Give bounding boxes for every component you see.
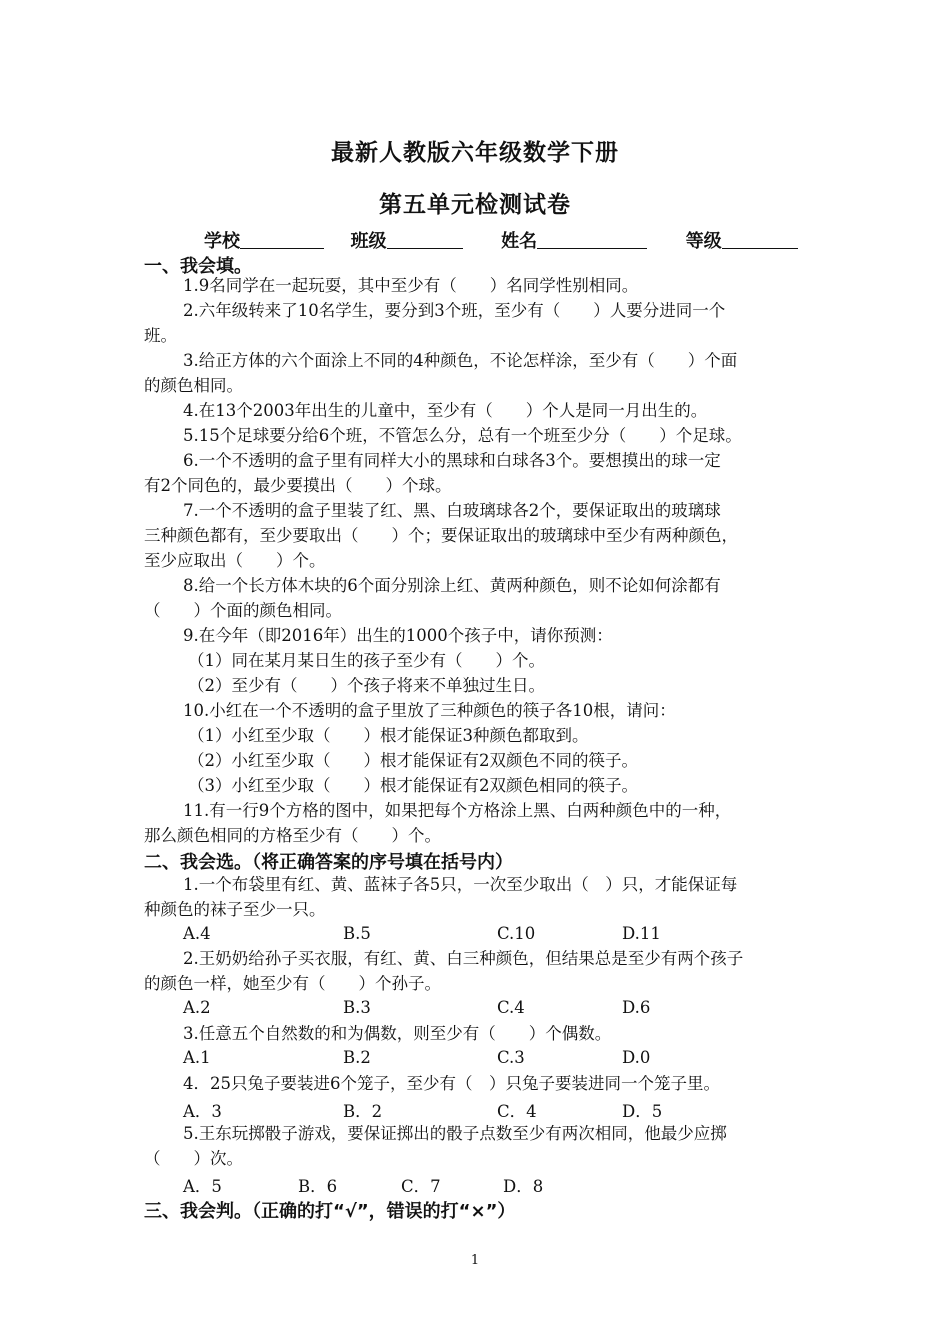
option-d: D.11 [622, 924, 661, 943]
page-number: 1 [470, 1253, 480, 1268]
option-d: D．5 [622, 1102, 663, 1121]
option-b: B.5 [343, 924, 371, 943]
question-line: （2）小红至少取（ ）根才能保证有2双颜色不同的筷子。 [188, 751, 638, 770]
option-a: A．5 [183, 1177, 222, 1196]
section-2-heading: 二、我会选。（将正确答案的序号填在括号内） [144, 852, 513, 873]
question-line: 5.15个足球要分给6个班，不管怎么分，总有一个班至少分（ ）个足球。 [183, 426, 742, 445]
question-line: 2.六年级转来了10名学生，要分到3个班，至少有（ ）人要分进同一个 [183, 301, 726, 320]
question-line: （ ）个面的颜色相同。 [144, 601, 342, 620]
option-a: A．3 [183, 1102, 222, 1121]
question-line: 5.王东玩掷骰子游戏，要保证掷出的骰子点数至少有两次相同，他最少应掷 [183, 1124, 727, 1143]
question-line: 至少应取出（ ）个。 [144, 551, 326, 570]
question-line: 6.一个不透明的盒子里有同样大小的黑球和白球各3个。要想摸出的球一定 [183, 451, 721, 470]
school-label: 学校 [204, 231, 240, 252]
section-3-heading: 三、我会判。（正确的打“√”，错误的打“×”） [144, 1201, 516, 1222]
question-line: 班。 [144, 326, 177, 345]
option-d: D.6 [622, 998, 651, 1017]
question-line: 种颜色的袜子至少一只。 [144, 900, 326, 919]
document-subtitle: 第五单元检测试卷 [379, 191, 571, 218]
option-a: A.1 [183, 1048, 211, 1067]
question-line: 1.9名同学在一起玩耍，其中至少有（ ）名同学性别相同。 [183, 276, 639, 295]
grade-blank [722, 230, 798, 249]
option-c: C．7 [401, 1177, 441, 1196]
question-line: 有2个同色的，最少要摸出（ ）个球。 [144, 476, 452, 495]
student-info-row [204, 227, 798, 253]
question-line: 的颜色相同。 [144, 376, 243, 395]
option-c: C.4 [497, 998, 525, 1017]
question-line: 3.任意五个自然数的和为偶数，则至少有（ ）个偶数。 [183, 1024, 612, 1043]
option-a: A.2 [183, 998, 211, 1017]
school-blank [240, 230, 324, 249]
option-b: B.2 [343, 1048, 371, 1067]
option-c: C.10 [497, 924, 536, 943]
section-1-heading: 一、我会填。 [144, 256, 252, 277]
grade-label: 等级 [685, 231, 722, 252]
question-line: 那么颜色相同的方格至少有（ ）个。 [144, 826, 441, 845]
class-label: 班级 [350, 231, 387, 252]
question-line: 7.一个不透明的盒子里装了红、黑、白玻璃球各2个，要保证取出的玻璃球 [183, 501, 721, 520]
question-line: （1）小红至少取（ ）根才能保证3种颜色都取到。 [188, 726, 589, 745]
question-line: 4.在13个2003年出生的儿童中，至少有（ ）个人是同一月出生的。 [183, 401, 708, 420]
name-blank [537, 230, 647, 249]
option-b: B．6 [298, 1177, 338, 1196]
question-line: 的颜色一样，她至少有（ ）个孙子。 [144, 974, 441, 993]
question-line: 3.给正方体的六个面涂上不同的4种颜色，不论怎样涂，至少有（ ）个面 [183, 351, 738, 370]
question-line: 9.在今年（即2016年）出生的1000个孩子中，请你预测： [183, 626, 613, 645]
option-c: C．4 [497, 1102, 537, 1121]
question-line: （ ）次。 [144, 1149, 243, 1168]
question-line: 1.一个布袋里有红、黄、蓝袜子各5只，一次至少取出（ ）只，才能保证每 [183, 875, 738, 894]
class-blank [387, 230, 463, 249]
question-line: 2.王奶奶给孙子买衣服，有红、黄、白三种颜色，但结果总是至少有两个孩子 [183, 949, 744, 968]
question-line: 8.给一个长方体木块的6个面分别涂上红、黄两种颜色，则不论如何涂都有 [183, 576, 721, 595]
question-line: 三种颜色都有，至少要取出（ ）个；要保证取出的玻璃球中至少有两种颜色， [144, 526, 738, 545]
option-d: D.0 [622, 1048, 651, 1067]
name-label: 姓名 [501, 231, 538, 252]
question-line: 11.有一行9个方格的图中，如果把每个方格涂上黑、白两种颜色中的一种， [183, 801, 732, 820]
option-c: C.3 [497, 1048, 525, 1067]
question-line: （3）小红至少取（ ）根才能保证有2双颜色相同的筷子。 [188, 776, 638, 795]
document-title: 最新人教版六年级数学下册 [331, 139, 619, 166]
question-line: （1）同在某月某日生的孩子至少有（ ）个。 [188, 651, 545, 670]
option-d: D．8 [503, 1177, 544, 1196]
option-a: A.4 [183, 924, 211, 943]
question-line: 4．25只兔子要装进6个笼子，至少有（ ）只兔子要装进同一个笼子里。 [183, 1074, 720, 1093]
option-b: B．2 [343, 1102, 383, 1121]
option-b: B.3 [343, 998, 371, 1017]
question-line: 10.小红在一个不透明的盒子里放了三种颜色的筷子各10根，请问： [183, 701, 676, 720]
question-line: （2）至少有（ ）个孩子将来不单独过生日。 [188, 676, 545, 695]
